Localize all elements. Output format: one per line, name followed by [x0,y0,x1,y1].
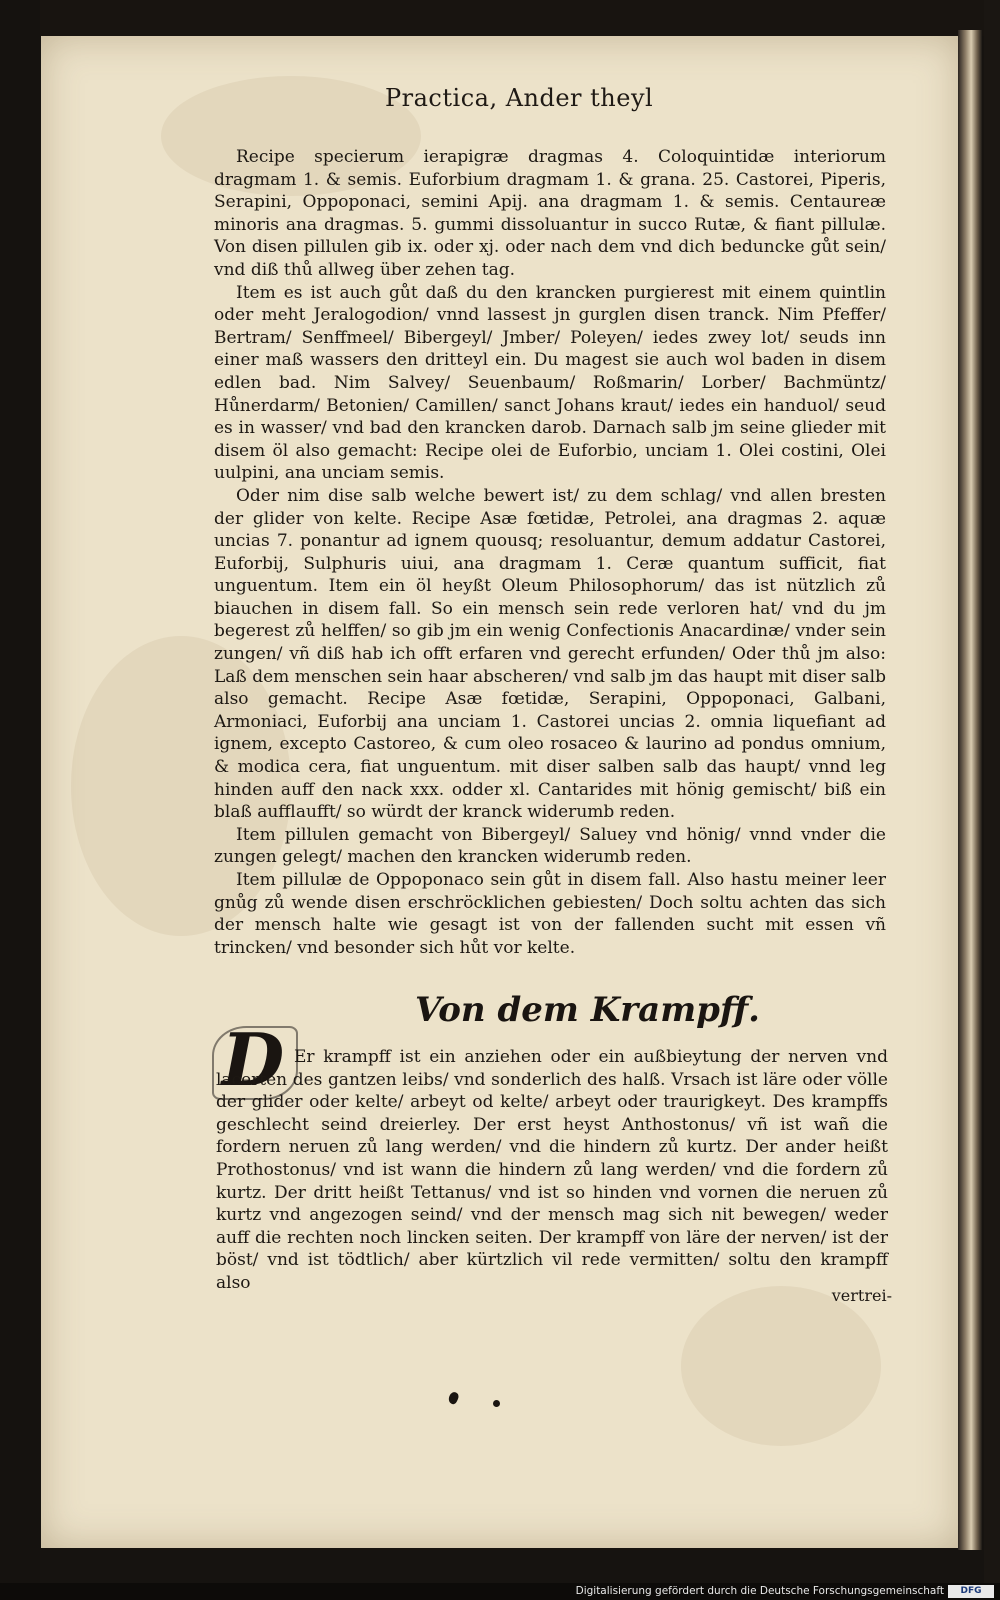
scan-left-border [0,0,40,1600]
text-block-section [216,1046,888,1295]
scan-right-border [984,0,1000,1600]
text-block-top [214,146,886,959]
drop-capital: D [221,1017,285,1102]
page-edge [958,30,982,1550]
running-header: Practica, Ander theyl [385,84,654,112]
catchword: vertrei- [831,1286,892,1305]
paragraph: Recipe specierum ierapigræ dragmas 4. Coloquintidæ interiorum dragmam 1. & semis. Euforbium dragmam 1. & grana. 25. Castorei, Piperis, Serapini, Oppoponaci, semini Apij. ana dragmam 1. & semis. Centaureæ minoris ana dragmas. 5. gummi dissoluantur in succo Rutæ, & fiant pillulæ. Von disen pillulen gib ix. oder xj. oder nach dem vnd dich beduncke gůt sein/ vnd diß thů allweg über zehen tag. [214,147,886,280]
paper-stain [681,1286,881,1446]
paragraph: Item pillulen gemacht von Bibergeyl/ Saluey vnd hönig/ vnnd vnder die zungen gelegt/ machen den krancken widerumb reden. [214,824,886,868]
paragraph: Item es ist auch gůt daß du den krancken purgierest mit einem quintlin oder meht Jeralogodion/ vnnd lassest jn gurglen disen tranck. Nim Pfeffer/ Bertram/ Senffmeel/ Bibergeyl/ Jmber/ Poleyen/ iedes zwey lot/ seuds inn einer maß wassers den dritteyl ein. Du magest sie auch wol baden in disem edlen bad. Nim Salvey/ Seuenbaum/ Roßmarin/ Lorber/ Bachmüntz/ Hůnerdarm/ Betonien/ Camillen/ sanct Johans kraut/ iedes ein handuol/ seud es in wasser/ vnd bad den krancken darob. Darnach salb jm seine glieder mit disem öl also gemacht: Recipe olei de Euforbio, unciam 1. Olei costini, Olei uulpini, ana unciam semis. [214,282,886,484]
paragraph: Item pillulæ de Oppoponaco sein gůt in disem fall. Also hastu meiner leer gnůg zů wende disen erschröcklichen gebiesten/ Doch soltu achten das sich der mensch halte wie gesagt ist von der fallenden sucht mit essen vñ trincken/ vnd besonder sich hůt vor kelte. [214,870,886,958]
scan-top-border [0,0,1000,36]
funding-credit: Digitalisierung gefördert durch die Deutsche Forschungsgemeinschaft [575,1585,944,1597]
ink-mark [493,1400,500,1407]
section-heading: Von dem Krampff. [415,990,760,1030]
paragraph: Er krampff ist ein anziehen oder ein außbieytung der nerven vnd lacerten des gantzen leibs/ vnd sonderlich des halß. Vrsach ist läre oder völle der glider oder kelte/ arbeyt od kelte/ arbeyt oder traurigkeyt. Des krampffs geschlecht seind dreierley. Der erst heyst Anthostonus/ vñ ist wañ die fordern neruen zů lang werden/ vnd die hindern zů kurtz. Der ander heißt Prothostonus/ vnd ist wann die hindern zů lang werden/ vnd die fordern zů kurtz. Der dritt heißt Tettanus/ vnd ist so hinden vnd vornen die neruen zů kurtz vnd angezogen seind/ vnd der mensch mag sich nit bewegen/ weder auff die rechten noch lincken seiten. Der krampff von läre der nerven/ ist der böst/ vnd ist tödtlich/ aber kürtzlich vil rede vermitten/ soltu den krampff also [216,1047,888,1293]
paragraph: Oder nim dise salb welche bewert ist/ zu dem schlag/ vnd allen bresten der glider von kelte. Recipe Asæ fœtidæ, Petrolei, ana dragmas 2. aquæ uncias 7. ponantur ad ignem quousq; resoluantur, demum addatur Castorei, Euforbij, Sulphuris uiui, ana dragmam 1. Ceræ quantum sufficit, fiat unguentum. Item ein öl heyßt Oleum Philosophorum/ das ist nützlich zů biauchen in disem fall. So ein mensch sein rede verloren hat/ vnd du jm begerest zů helffen/ so gib jm ein wenig Confectionis Anacardinæ/ vnder sein zungen/ vñ diß hab ich offt erfaren vnd gerecht erfunden/ Oder thů jm also: Laß dem menschen sein haar abscheren/ vnd salb jm das haupt mit diser salb also gemacht. Recipe Asæ fœtidæ, Serapini, Oppoponaci, Galbani, Armoniaci, Euforbij ana unciam 1. Castorei uncias 2. omnia liquefiant ad ignem, excepto Castoreo, & cum oleo rosaceo & laurino ad pondus omnium, & modica cera, fiat unguentum. mit diser salben salb das haupt/ vnnd leg hinden auff den nack xxx. odder xl. Cantarides mit hönig gemischt/ biß ein blaß aufflaufft/ so würdt der kranck widerumb reden. [214,485,886,823]
dfg-logo: DFG [948,1585,994,1598]
